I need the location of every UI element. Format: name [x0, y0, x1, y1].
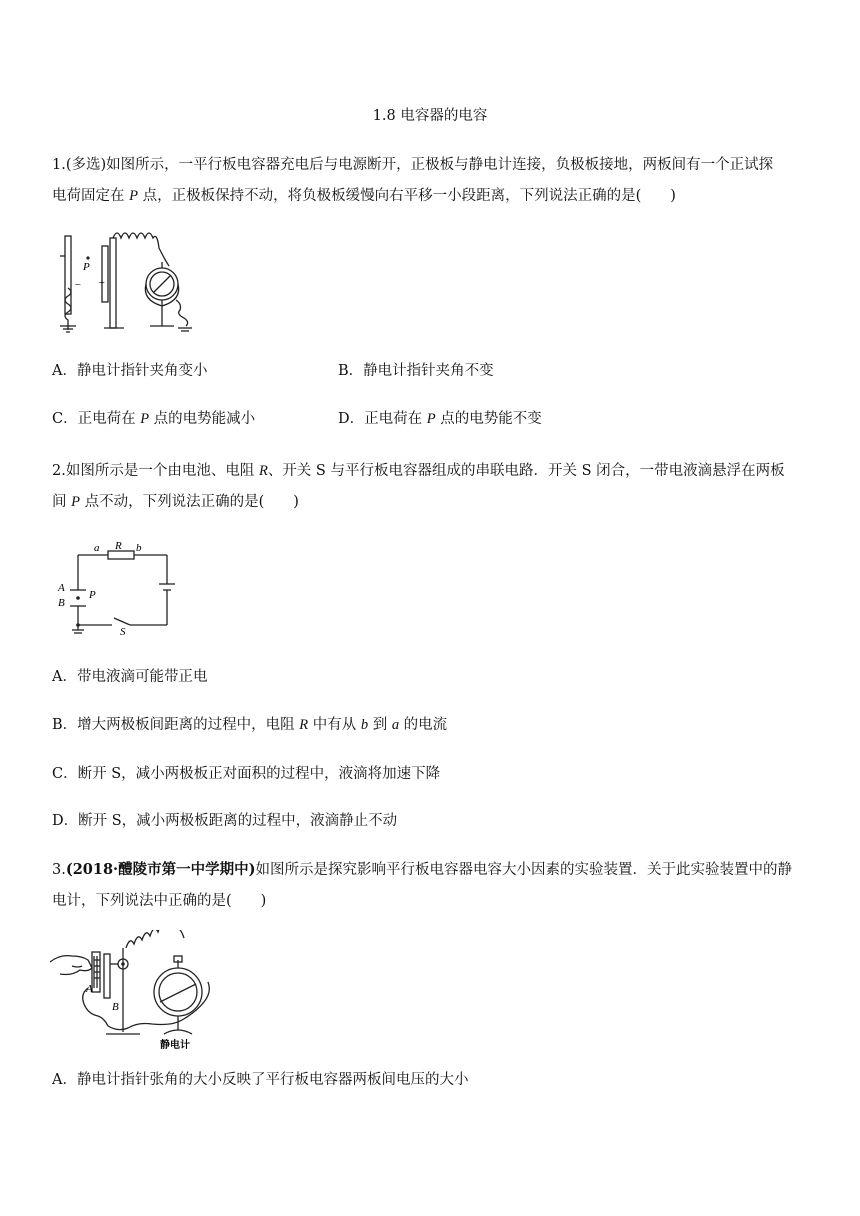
page-title: 1.8 电容器的电容	[372, 108, 488, 124]
svg-text:A: A	[58, 582, 65, 594]
question-2-option-d: D．断开 S，减小两极板距离的过程中，液滴静止不动	[52, 813, 398, 829]
svg-text:P: P	[83, 261, 90, 273]
question-1-option-c: C．正电荷在 P 点的电势能减小	[52, 411, 256, 427]
svg-text:S: S	[120, 626, 126, 638]
svg-text:−: −	[74, 279, 82, 291]
question-1-figure	[50, 228, 210, 338]
question-1-line-1: 1.(多选)如图所示，一平行板电容器充电后与电源断开，正极板与静电计连接，负极板接地，两板间有一个正试探	[52, 157, 774, 173]
question-1-option-d: D．正电荷在 P 点的电势能不变	[338, 411, 542, 427]
question-1-option-b: B．静电计指针夹角不变	[338, 363, 494, 379]
svg-text:P: P	[89, 589, 96, 601]
question-2-line-1: 2.如图所示是一个由电池、电阻 R、开关 S 与平行板电容器组成的串联电路．开关 S 闭合，一带电液滴悬浮在两板	[52, 463, 785, 479]
question-2-stem	[52, 456, 812, 518]
svg-text:A: A	[86, 983, 93, 995]
question-1-line-2: 电荷固定在 P 点，正极板保持不动，将负极板缓慢向右平移一小段距离，下列说法正确的是( )	[52, 188, 676, 204]
svg-text:B: B	[58, 597, 65, 609]
svg-text:+: +	[98, 277, 106, 289]
question-3-figure	[48, 930, 220, 1052]
question-2-option-c: C．断开 S，减小两极板正对面积的过程中，液滴将加速下降	[52, 766, 441, 782]
question-2-option-a: A．带电液滴可能带正电	[52, 669, 208, 685]
question-2-line-2: 间 P 点不动，下列说法正确的是( )	[52, 494, 299, 510]
question-3-line-2: 电计，下列说法中正确的是( )	[52, 893, 267, 909]
question-3-stem	[52, 854, 812, 917]
question-1-option-a: A．静电计指针夹角变小	[52, 363, 208, 379]
svg-text:静电计: 静电计	[160, 1040, 190, 1051]
question-3-line-1: 3.(2018·醴陵市第一中学期中)如图所示是探究影响平行板电容器电容大小因素的实验装置．关于此实验装置中的静	[52, 861, 792, 878]
svg-text:a: a	[94, 542, 100, 554]
question-1-stem	[52, 150, 812, 212]
question-3-option-a: A．静电计指针张角的大小反映了平行板电容器两板间电压的大小	[52, 1072, 469, 1088]
svg-text:B: B	[112, 1001, 119, 1013]
svg-text:b: b	[136, 542, 142, 554]
svg-text:R: R	[115, 540, 122, 552]
question-2-figure	[52, 540, 182, 640]
question-2-option-b: B．增大两极板间距离的过程中，电阻 R 中有从 b 到 a 的电流	[52, 717, 448, 733]
